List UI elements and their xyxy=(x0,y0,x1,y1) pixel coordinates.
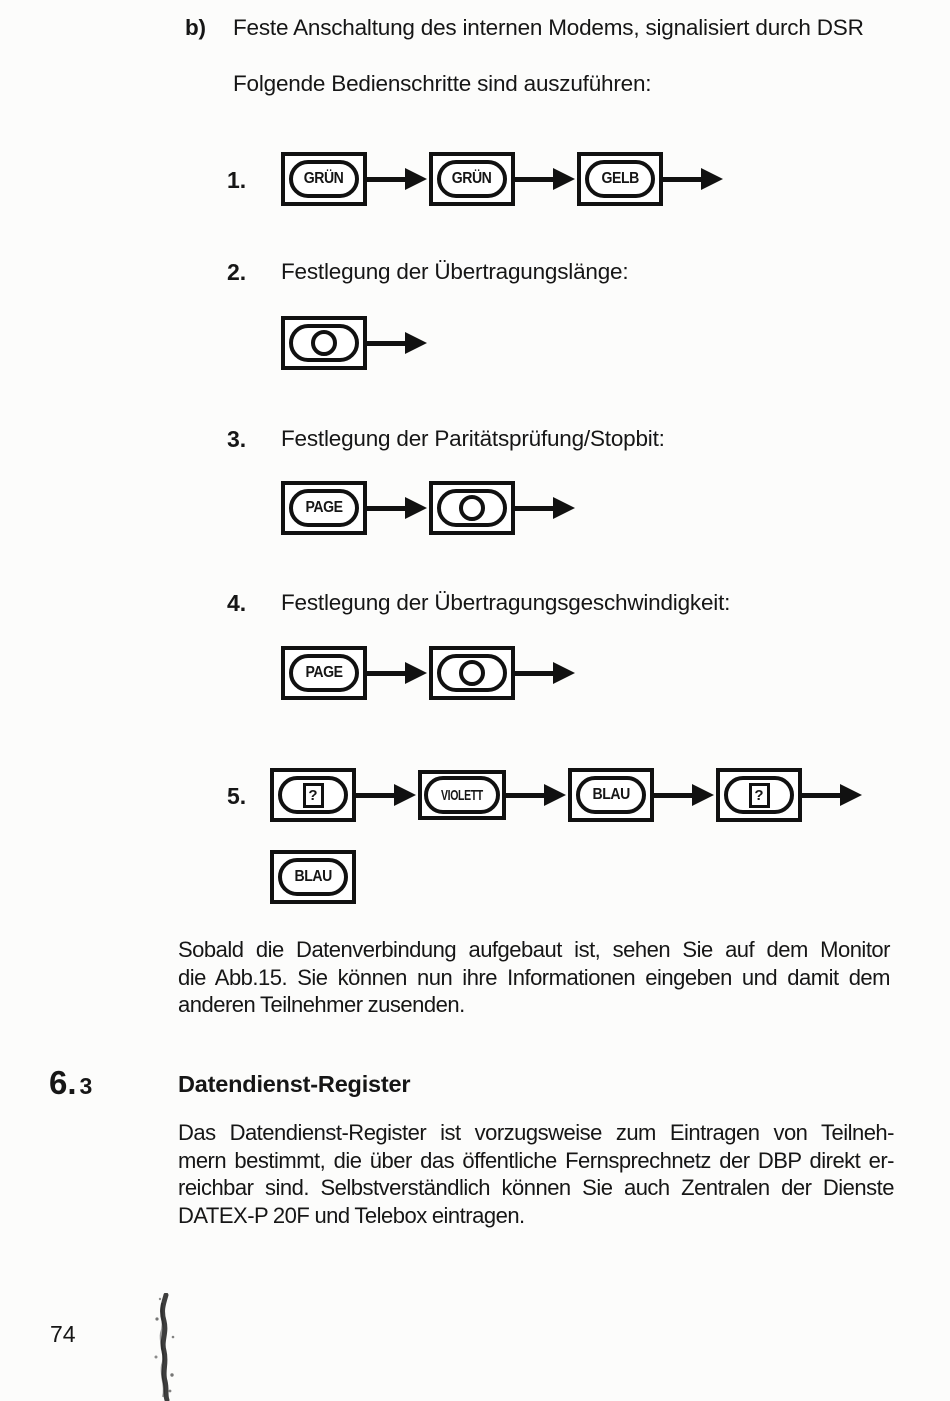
key-blau-2 xyxy=(270,850,356,904)
paragraph-line: Sobald die Datenverbindung aufgebaut ist, sehen Sie auf dem Monitor xyxy=(178,937,890,962)
key-page xyxy=(281,646,367,700)
key-pill xyxy=(289,160,359,198)
key-question-1 xyxy=(270,768,356,822)
paragraph-line: die Abb.15. Sie können nun ihre Informationen eingeben und damit dem xyxy=(178,964,890,990)
step-4-text: Festlegung der Übertragungsgeschwindigkeit: xyxy=(281,590,731,615)
key-pill xyxy=(289,324,359,362)
circle-key-icon xyxy=(459,660,485,686)
key-label: VIOLETT xyxy=(441,786,483,804)
body-paragraph-1 xyxy=(178,936,890,1019)
step-5-number: 5. xyxy=(227,783,247,809)
question-key-icon: ? xyxy=(749,783,770,808)
key-gruen-1 xyxy=(281,152,367,206)
key-pill xyxy=(576,776,646,814)
circle-key-icon xyxy=(311,330,337,356)
flow-arrow-icon xyxy=(506,793,544,798)
ink-smudge xyxy=(146,1293,190,1401)
step-5-flow xyxy=(270,768,864,822)
page-number: 74 xyxy=(50,1321,76,1347)
step-1-flow xyxy=(281,152,725,206)
flow-arrow-icon xyxy=(654,793,692,798)
key-question-2 xyxy=(716,768,802,822)
item-b-intro-text: Folgende Bedienschritte sind auszuführen: xyxy=(233,71,652,96)
key-pill xyxy=(437,489,507,527)
flow-arrow-icon xyxy=(367,177,405,182)
flow-arrow-icon xyxy=(515,177,553,182)
key-pill xyxy=(437,654,507,692)
key-label: GRÜN xyxy=(304,170,344,187)
key-blau-1 xyxy=(568,768,654,822)
key-pill xyxy=(278,858,348,896)
body-paragraph-2 xyxy=(178,1119,894,1229)
key-label: BLAU xyxy=(592,786,630,803)
step-2-number: 2. xyxy=(227,259,247,285)
flow-arrow-icon xyxy=(515,506,553,511)
item-b-text: Feste Anschaltung des internen Modems, signalisiert durch DSR xyxy=(233,15,864,40)
key-pill xyxy=(289,654,359,692)
paragraph-line: mern bestimmt, die über das öffentliche Fernsprechnetz der DBP direkt er- xyxy=(178,1147,894,1173)
key-pill xyxy=(289,489,359,527)
section-title: Datendienst-Register xyxy=(178,1071,411,1097)
key-label: PAGE xyxy=(305,664,343,681)
paragraph-line: reichbar sind. Selbstverständlich können Sie auch Zentralen der Dienste xyxy=(178,1175,894,1201)
circle-key-icon xyxy=(459,495,485,521)
key-dial xyxy=(429,481,515,535)
list-item-b-label: b) xyxy=(185,15,206,40)
key-pill xyxy=(278,776,348,814)
key-gruen-2 xyxy=(429,152,515,206)
step-5-flow-row2 xyxy=(270,850,356,904)
key-gelb xyxy=(577,152,663,206)
key-label: GELB xyxy=(601,170,639,187)
flow-arrow-icon xyxy=(515,671,553,676)
step-3-number: 3. xyxy=(227,426,247,452)
key-pill xyxy=(437,160,507,198)
key-dial xyxy=(429,646,515,700)
question-key-icon: ? xyxy=(303,783,324,808)
key-violett xyxy=(418,770,506,820)
key-label: PAGE xyxy=(305,499,343,516)
step-4-flow xyxy=(281,646,577,700)
key-label: GRÜN xyxy=(452,170,492,187)
step-3-flow xyxy=(281,481,577,535)
step-4-number: 4. xyxy=(227,590,247,616)
section-number xyxy=(49,1064,92,1102)
step-1-number: 1. xyxy=(227,167,247,193)
key-pill xyxy=(585,160,655,198)
flow-arrow-icon xyxy=(663,177,701,182)
step-3-text: Festlegung der Paritätsprüfung/Stopbit: xyxy=(281,426,665,451)
key-pill xyxy=(724,776,794,814)
section-number-major: 6. xyxy=(49,1064,77,1101)
paragraph-line: Das Datendienst-Register ist vorzugsweise zum Eintragen von Teilneh- xyxy=(178,1120,894,1145)
key-dial xyxy=(281,316,367,370)
key-page xyxy=(281,481,367,535)
flow-arrow-icon xyxy=(367,671,405,676)
section-number-minor: 3 xyxy=(79,1073,93,1099)
flow-arrow-icon xyxy=(367,506,405,511)
flow-arrow-icon xyxy=(802,793,840,798)
key-pill xyxy=(424,776,500,814)
paragraph-line: anderen Teilnehmer zusenden. xyxy=(178,992,465,1018)
step-2-text: Festlegung der Übertragungslänge: xyxy=(281,259,629,284)
key-label: BLAU xyxy=(294,868,332,885)
paragraph-line: DATEX-P 20F und Telebox eintragen. xyxy=(178,1202,525,1228)
step-2-flow xyxy=(281,316,429,370)
flow-arrow-icon xyxy=(356,793,394,798)
flow-arrow-icon xyxy=(367,341,405,346)
